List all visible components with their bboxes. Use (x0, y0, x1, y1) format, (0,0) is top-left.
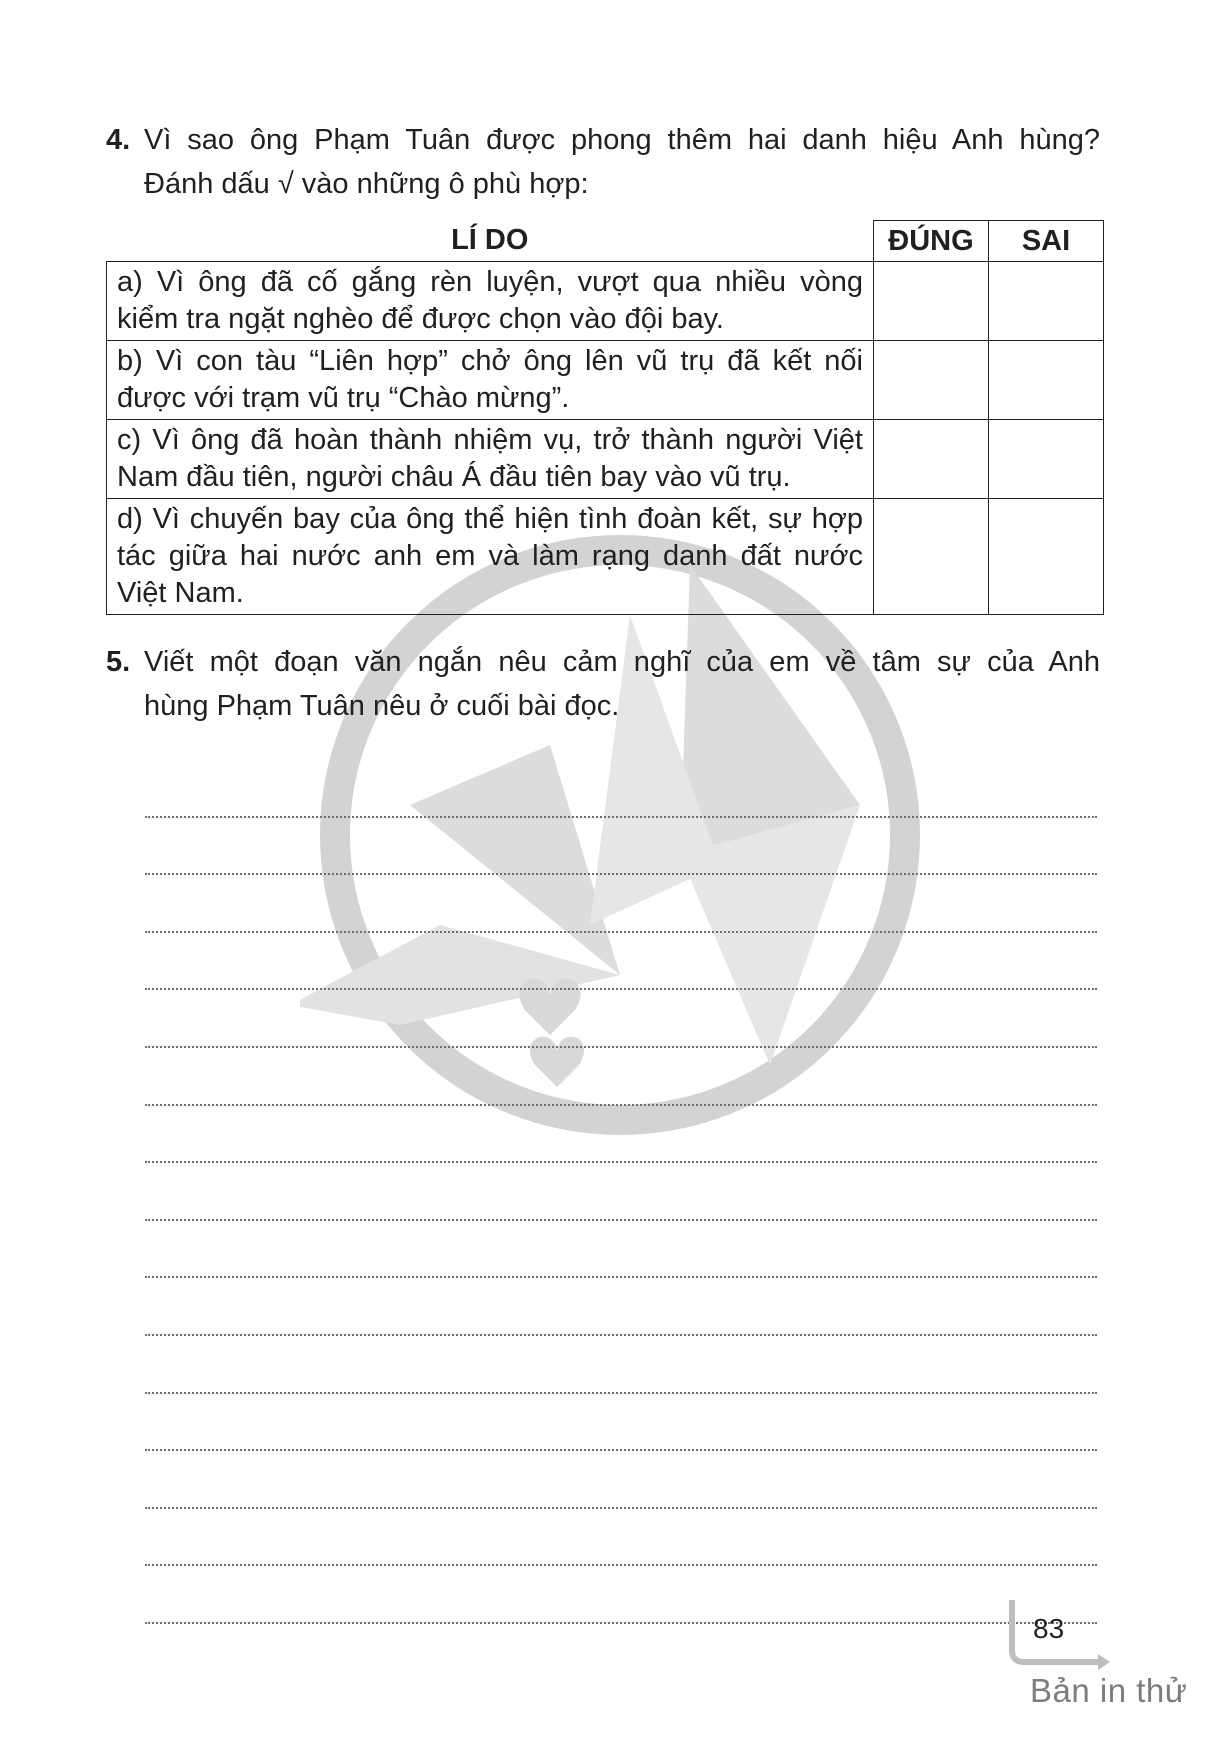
question-text-continued: hùng Phạm Tuân nêu ở cuối bài đọc. (144, 690, 620, 722)
table-row (107, 341, 1104, 420)
reason-text: d) Vì chuyến bay của ông thể hiện tình đoàn kết, sự hợp tác giữa hai nước anh em và làm rạng danh đất nước Việt Nam. (107, 499, 874, 615)
header-reason: LÍ DO (107, 221, 874, 262)
false-checkbox-cell[interactable] (989, 262, 1104, 341)
answer-line[interactable] (145, 875, 1097, 933)
true-checkbox-cell[interactable] (874, 341, 989, 420)
question-text: Viết một đoạn văn ngắn nêu cảm nghĩ của em về tâm sự của Anh (144, 646, 1100, 678)
table-row (107, 499, 1104, 615)
reason-text: a) Vì ông đã cố gắng rèn luyện, vượt qua nhiều vòng kiểm tra ngặt nghèo để được chọn vào đội bay. (107, 262, 874, 341)
question-number: 4. (106, 124, 131, 156)
false-checkbox-cell[interactable] (989, 420, 1104, 499)
reasons-table (106, 220, 1104, 615)
page-number: 83 (1033, 1613, 1065, 1644)
question-text: Vì sao ông Phạm Tuân được phong thêm hai danh hiệu Anh hùng? (144, 124, 1100, 156)
answer-line[interactable] (145, 990, 1097, 1048)
false-checkbox-cell[interactable] (989, 341, 1104, 420)
answer-line[interactable] (145, 1509, 1097, 1567)
answer-line[interactable] (145, 818, 1097, 876)
reason-text: c) Vì ông đã hoàn thành nhiệm vụ, trở thành người Việt Nam đầu tiên, người châu Á đầu tiên bay vào vũ trụ. (107, 420, 874, 499)
draft-label: Bản in thử (1030, 1672, 1188, 1709)
true-checkbox-cell[interactable] (874, 499, 989, 615)
answer-line[interactable] (145, 1336, 1097, 1394)
table-row (107, 262, 1104, 341)
question-4 (106, 118, 1100, 206)
answer-line[interactable] (145, 1278, 1097, 1336)
answer-line[interactable] (145, 1221, 1097, 1279)
answer-line[interactable] (145, 1451, 1097, 1509)
reason-text: b) Vì con tàu “Liên hợp” chở ông lên vũ trụ đã kết nối được với trạm vũ trụ “Chào mừng”. (107, 341, 874, 420)
true-checkbox-cell[interactable] (874, 262, 989, 341)
answer-line[interactable] (145, 1163, 1097, 1221)
answer-line[interactable] (145, 760, 1097, 818)
table-header-row (107, 221, 1104, 262)
question-5 (106, 640, 1100, 728)
answer-line[interactable] (145, 933, 1097, 991)
true-checkbox-cell[interactable] (874, 420, 989, 499)
false-checkbox-cell[interactable] (989, 499, 1104, 615)
table-row (107, 420, 1104, 499)
answer-line[interactable] (145, 1048, 1097, 1106)
header-false: SAI (989, 221, 1104, 262)
answer-line[interactable] (145, 1394, 1097, 1452)
header-true: ĐÚNG (874, 221, 989, 262)
answer-line[interactable] (145, 1566, 1097, 1624)
answer-area[interactable] (145, 760, 1097, 1624)
question-instruction: Đánh dấu √ vào những ô phù hợp: (144, 168, 589, 200)
question-number: 5. (106, 646, 131, 678)
answer-line[interactable] (145, 1106, 1097, 1164)
